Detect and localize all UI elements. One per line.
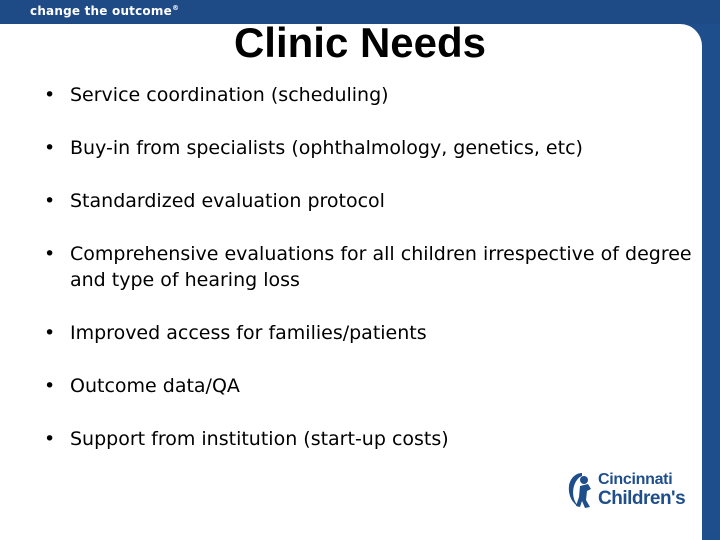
bullet-text: Improved access for families/patients (70, 322, 427, 344)
bullet-text: Comprehensive evaluations for all children irrespective of degree and type of hearing loss (70, 243, 692, 291)
bullet-item (42, 135, 692, 161)
bullet-item (42, 426, 692, 452)
bullet-item (42, 188, 692, 214)
bullet-text: Buy-in from specialists (ophthalmology, genetics, etc) (70, 137, 583, 159)
bullet-icon: • (44, 375, 56, 397)
bullet-text: Service coordination (scheduling) (70, 84, 389, 106)
bullet-item (42, 373, 692, 399)
bullet-icon: • (44, 137, 56, 159)
bullet-text: Support from institution (start-up costs) (70, 428, 449, 450)
cincinnati-childrens-logo (564, 470, 704, 510)
bullet-list (42, 82, 692, 479)
bullet-icon: • (44, 84, 56, 106)
bullet-item (42, 82, 692, 108)
bullet-text: Outcome data/QA (70, 375, 240, 397)
page-title: Clinic Needs (233, 19, 487, 66)
tagline-text: change the outcome (30, 4, 172, 18)
bullet-icon: • (44, 190, 56, 212)
bullet-icon: • (44, 243, 56, 265)
bullet-icon: • (44, 322, 56, 344)
tagline (30, 4, 179, 18)
logo-line1: Cincinnati (598, 471, 673, 488)
bullet-text: Standardized evaluation protocol (70, 190, 385, 212)
tagline-mark: ® (171, 4, 180, 12)
bullet-icon: • (44, 428, 56, 450)
bullet-item (42, 241, 692, 293)
child-figure-icon (564, 470, 596, 510)
bullet-item (42, 320, 692, 346)
logo-line2: Children's (598, 488, 686, 509)
